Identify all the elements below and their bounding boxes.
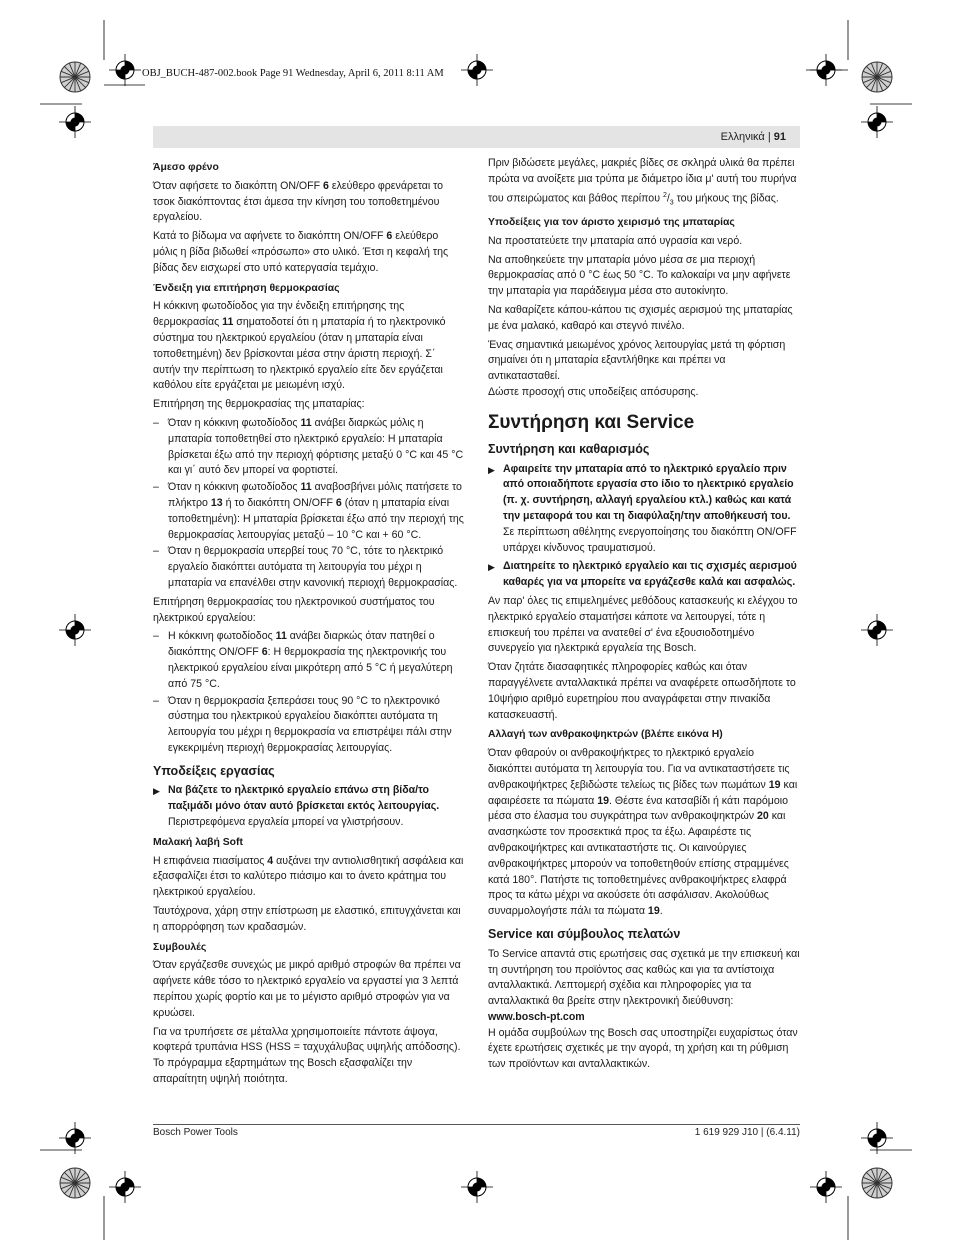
footer-doc-number: 1 619 929 J10 | (6.4.11)	[694, 1127, 800, 1138]
list-item: – Όταν η κόκκινη φωτοδίοδος 11 ανάβει διαρκώς μόλις η μπαταρία τοποθετηθεί στο ηλεκτρικό εργαλείο: Η μπαταρία βρίσκεται έξω από την περιοχή φόρτισης μεταξύ 0 °C και 45 °C και γι΄ αυτό δεν μπορεί να φορτιστεί.	[153, 416, 464, 477]
battery-care-heading: Υποδείξεις για τον άριστο χειρισμό της μπαταρίας	[488, 217, 735, 229]
triangle-bullet-icon: ▶	[488, 562, 495, 573]
service-url-link[interactable]: www.bosch-pt.com	[488, 1010, 585, 1023]
brushes-heading: Αλλαγή των ανθρακοψηκτρών (βλέπε εικόνα H)	[488, 729, 723, 741]
electronics-temp-intro: Επιτήρηση θερμοκρασίας του ηλεκτρονικού συστήματος του ηλεκτρικού εργαλείου:	[153, 595, 435, 624]
advice-paragraph-2: Για να τρυπήσετε σε μέταλλα χρησιμοποιείτε πάντοτε άψογα, κοφτερά τρυπάνια HSS (HSS = ταχυχάλυβας υψηλής απόδοσης). Το πρόγραμμα εξαρτημάτων της Bosch εξασφαλίζει την απαραίτητη υψηλή ποιότητα.	[153, 1025, 461, 1086]
right-column	[488, 156, 800, 1076]
list-item: – Όταν η θερμοκρασία ξεπεράσει τους 90 °C το ηλεκτρονικό σύστημα του ηλεκτρικού εργαλείου διακόπτει αυτόματα τη λειτουργία του μέχρι η θερμοκρασία να επιστρέψει πάλι στην εγκεκριμένη περιοχή θερμοκρασίας λειτουργίας.	[153, 694, 452, 754]
battery-care-paragraph-2: Να αποθηκεύετε την μπαταρία μόνο μέσα σε μια περιοχή θερμοκρασίας από 0 °C έως 50 °C. Το καλοκαίρι να μην αφήνετε την μπαταρία για παράδειγμα μέσα στο αυτοκίνητο.	[488, 253, 791, 298]
work-tip-warning: ▶ Να βάζετε το ηλεκτρικό εργαλείο επάνω στη βίδα/το παξιμάδι μόνο όταν αυτό βρίσκεται εκτός λειτουργίας. Περιστρεφόμενα εργαλεία μπορεί να γλιστρήσουν.	[153, 784, 440, 829]
header-separator: |	[767, 131, 771, 143]
battery-care-paragraph-5: Δώστε προσοχή στις υποδείξεις απόσυρσης.	[488, 386, 699, 398]
list-item: – Η κόκκινη φωτοδίοδος 11 ανάβει διαρκώς όταν πατηθεί ο διακόπτης ON/OFF 6: Η θερμοκρασία της ηλεκτρονικής του ηλεκτρικού εργαλείου είναι μικρότερη από 5 °C ή μεγαλύτερη από 75 °C.	[153, 630, 453, 690]
cleaning-heading: Συντήρηση και καθαρισμός	[488, 441, 650, 456]
temperature-paragraph: Η κόκκινη φωτοδίοδος για την ένδειξη επιτήρησης της θερμοκρασίας 11 σηματοδοτεί ότι η μπαταρία ή το ηλεκτρονικό σύστημα του ηλεκτρικού εργαλείου (όταν η μπαταρία είναι τοποθετημένη) δεν βρίσκονται μέσα στην άριστη περιοχή. Σ΄ αυτήν την περίπτωση το ηλεκτρικό εργαλείο είτε δεν εργάζεται καθόλου είτε εργάζεται με μειωμένη ισχύ.	[153, 300, 446, 392]
service-heading: Service και σύμβουλος πελατών	[488, 926, 681, 941]
work-tips-heading: Υποδείξεις εργασίας	[153, 763, 275, 778]
battery-temp-list	[153, 416, 465, 592]
soft-grip-paragraph-1: Η επιφάνεια πιασίματος 4 αυξάνει την αντιολισθητική ασφάλεια και εξασφαλίζει έτσι το καλύτερο πιάσιμο και το άνετο κράτημα του ηλεκτρικού εργαλείου.	[153, 854, 464, 899]
list-item: – Όταν η κόκκινη φωτοδίοδος 11 αναβοσβήνει μόλις πατήσετε το πλήκτρο 13 ή το διακόπτη ON/OFF 6 (όταν η μπαταρία είναι τοποθετημένη): Η μπαταρία βρίσκεται έξω από την περιοχή της θερμοκρασίας λειτουργίας μεταξύ – 10 °C και + 60 °C.	[153, 481, 464, 541]
triangle-bullet-icon: ▶	[488, 464, 495, 475]
soft-grip-heading: Μαλακή λαβή Soft	[153, 836, 243, 848]
cleaning-paragraph-1: Αν παρ' όλες τις επιμελημένες μεθόδους κατασκευής κι ελέγχου το ηλεκτρικό εργαλείο σταματήσει κάποτε να λειτουργεί, τότε η επισκευή του πρέπει να ανατεθεί σ' ένα εξουσιοδοτημένο συνεργείο για ηλεκτρικά εργαλεία της Bosch.	[488, 594, 798, 655]
page-header	[153, 126, 800, 148]
list-item: – Όταν η θερμοκρασία υπερβεί τους 70 °C, τότε το ηλεκτρικό εργαλείο διακόπτει αυτόματα τη λειτουργία του μέχρι η μπαταρία να επανέλθει στην κανονική περιοχή θερμοκρασίας.	[153, 545, 458, 589]
brake-paragraph-2: Κατά το βίδωμα να αφήνετε το διακόπτη ON/OFF 6 ελεύθερο μόλις η βίδα βιδωθεί «πρόσωπο» στο υλικό. Έτσι η κεφαλή της βίδας δεν εισχωρεί στο υπό κατεργασία τεμάχιο.	[153, 230, 449, 274]
temperature-heading: Ένδειξη για επιτήρηση θερμοκρασίας	[153, 282, 340, 294]
soft-grip-paragraph-2: Ταυτόχρονα, χάρη στην επίστρωση με ελαστικό, επιτυγχάνεται και η απορρόφηση των κραδασμών.	[153, 905, 461, 933]
brushes-paragraph: Όταν φθαρούν οι ανθρακοψήκτρες το ηλεκτρικό εργαλείο διακόπτει αυτόματα τη λειτουργία του. Για να αντικαταστήσετε τις ανθρακοψήκτρες ξεβιδώστε τελείως τις βίδες των πωμάτων 19 και αφαιρέσετε τα πώματα 19. Θέστε ένα κατσαβίδι ή κάτι παρόμοιο μέσα στο έλασμα του συγκράτηρα των ανθρακοψηκτρών 20 και ανασηκώστε τον προσεκτικά προς τα έξω. Αφαιρέστε τις ανθρακοψήκτρες και αντικαταστήστε τις. Οι καινούργιες ανθρακοψήκτρες μπορούν να τοποθετηθούν επίσης στραμμένες κατά 180°. Πατήστε τις τοποθετημένες ανθρακοψήκτρες ελαφρά προς τα κάτω μέχρι να ακούσετε ότι ασφάλισαν. Ακολούθως συναρμολογήστε πάλι τα πώματα 19.	[488, 747, 798, 918]
brake-heading: Άμεσο φρένο	[153, 162, 219, 173]
advice-paragraph-1: Όταν εργάζεσθε συνεχώς με μικρό αριθμό στροφών θα πρέπει να αφήνετε κάθε τόσο το ηλεκτρικό εργαλείο να εργαστεί για 3 λεπτά περίπου χωρίς φορτίο και με το μέγιστο αριθμό στροφών για να κρυώσει.	[153, 959, 461, 1019]
header-language: Ελληνικά	[720, 131, 765, 143]
triangle-bullet-icon: ▶	[153, 786, 160, 797]
page-number: 91	[773, 131, 786, 143]
footer-divider	[153, 1124, 800, 1125]
service-paragraph-1: Το Service απαντά στις ερωτήσεις σας σχετικά με την επισκευή και τη συντήρηση του προϊόντος σας καθώς και για τα αντίστοιχα ανταλλακτικά. Λεπτομερή σχέδια και πληροφορίες για τα ανταλλακτικά θα βρείτε στην ηλεκτρονική διεύθυνση:	[488, 947, 800, 1008]
cleaning-warning-1: ▶ Αφαιρείτε την μπαταρία από το ηλεκτρικό εργαλείο πριν από οποιαδήποτε εργασία στο ίδιο το ηλεκτρικό εργαλείο (π. χ. συντήρηση, αλλαγή εργαλείου κτλ.) καθώς και κατά την μεταφορά του και τη διαφύλαξη/την αποθήκευσή του. Σε περίπτωση αθέλητης ενεργοποίησης του διακόπτη ON/OFF υπάρχει κίνδυνος τραυματισμού.	[488, 462, 797, 554]
electronics-temp-list	[153, 629, 465, 756]
battery-care-paragraph-3: Να καθαρίζετε κάπου-κάπου τις σχισμές αερισμού της μπαταρίας με ένα μαλακό, καθαρό και στεγνό πινέλο.	[488, 304, 793, 332]
maintenance-title: Συντήρηση και Service	[488, 411, 695, 433]
print-job-info: OBJ_BUCH-487-002.book Page 91 Wednesday, April 6, 2011 8:11 AM	[142, 68, 444, 79]
footer-brand: Bosch Power Tools	[153, 1127, 238, 1138]
service-paragraph-2: Η ομάδα συμβούλων της Bosch σας υποστηρίζει ευχαρίστως όταν έχετε ερωτήσεις σχετικές με την αγορά, τη χρήση και τη ρύθμιση των προϊόντων και ανταλλακτικών.	[488, 1026, 798, 1071]
battery-care-paragraph-4: Ένας σημαντικά μειωμένος χρόνος λειτουργίας μετά τη φόρτιση σημαίνει ότι η μπαταρία εξαντλήθηκε και πρέπει να αντικατασταθεί.	[488, 338, 786, 383]
battery-temp-intro: Επιτήρηση της θερμοκρασίας της μπαταρίας:	[153, 398, 365, 411]
cleaning-warning-2: ▶ Διατηρείτε το ηλεκτρικό εργαλείο και τις σχισμές αερισμού καθαρές για να μπορείτε να εργάζεσθε καλά και ασφαλώς.	[488, 560, 797, 589]
cleaning-paragraph-2: Όταν ζητάτε διασαφητικές πληροφορίες καθώς και όταν παραγγέλνετε ανταλλακτικά πρέπει να αναφέρετε οπωσδήποτε το 10ψήφιο αριθμό ευρετηρίου που αναγράφεται στην πινακίδα κατασκευαστή.	[488, 661, 796, 721]
brake-paragraph-1: Όταν αφήσετε το διακόπτη ON/OFF 6 ελεύθερο φρενάρεται το τσοκ διακόπτοντας έτσι άμεσα την κίνηση του τοποθετημένου εργαλείου.	[153, 179, 444, 224]
advice-heading: Συμβουλές	[153, 941, 207, 953]
left-column	[153, 156, 465, 1091]
header-text	[721, 131, 786, 143]
battery-care-paragraph-1: Να προστατεύετε την μπαταρία από υγρασία και νερό.	[488, 234, 743, 247]
screws-paragraph: Πριν βιδώσετε μεγάλες, μακριές βίδες σε σκληρά υλικά θα πρέπει πρώτα να ανοίξετε μια τρύπα με διάμετρο ίδια μ' αυτή του πυρήνα του σπειρώματος και βάθος περίπου $^2/_3$ του μήκους της βίδας.	[488, 157, 797, 207]
